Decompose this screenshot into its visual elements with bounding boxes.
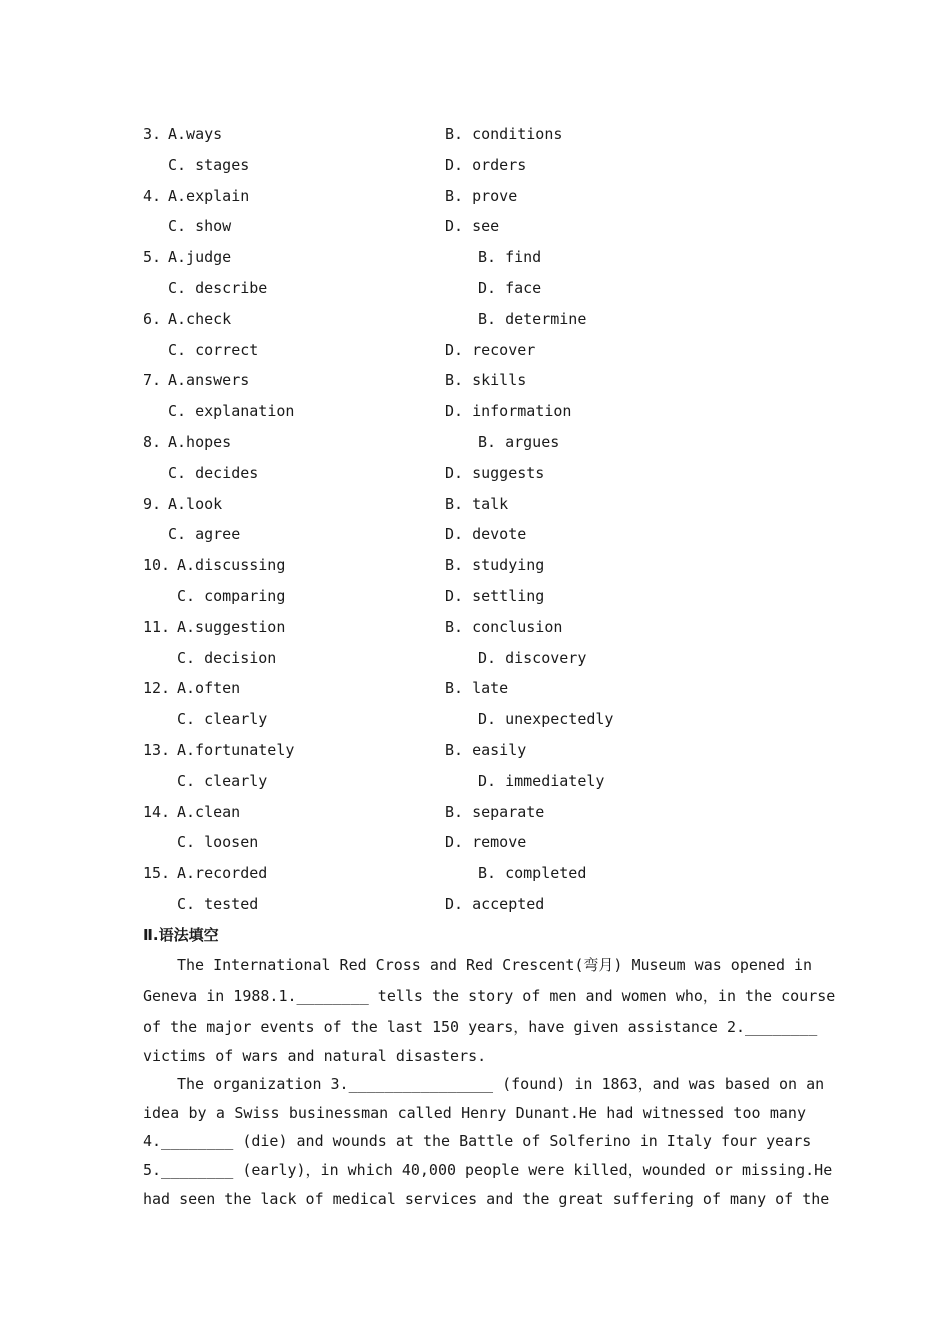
passage-line: 5.________ (early)，in which 40,000 people were killed，wounded or missing.He — [143, 1161, 833, 1179]
option-a: A.often — [177, 679, 241, 698]
option-c: C. tested — [177, 895, 259, 913]
passage-line: 4.________ (die) and wounds at the Battle of Solferino in Italy four years — [143, 1132, 812, 1150]
option-d: D. face — [478, 279, 542, 297]
question-number: 7. — [143, 371, 162, 390]
option-d: D. orders — [445, 155, 527, 174]
option-b: B. talk — [445, 494, 509, 513]
option-a: A.hopes — [168, 433, 232, 451]
passage-line: Geneva in 1988.1.________ tells the story of men and women who，in the course — [143, 987, 836, 1005]
option-a: A.suggestion — [177, 617, 286, 636]
question-number: 4. — [143, 186, 162, 205]
question-number: 8. — [143, 433, 162, 451]
question-number: 3. — [143, 125, 162, 143]
option-c: C. correct — [168, 340, 259, 359]
passage-line: of the major events of the last 150 years，have given assistance 2.________ — [143, 1018, 818, 1036]
question-number: 10. — [143, 556, 171, 575]
option-d: D. accepted — [445, 895, 545, 913]
passage-line: had seen the lack of medical services and the great suffering of many of the — [143, 1190, 830, 1208]
option-c: C. clearly — [177, 771, 268, 790]
option-a: A.clean — [177, 802, 241, 821]
question-number: 14. — [143, 802, 171, 821]
option-c: C. decides — [168, 463, 259, 482]
option-b: B. skills — [445, 371, 527, 390]
option-b: B. conclusion — [445, 617, 563, 636]
option-c: C. comparing — [177, 587, 286, 605]
option-c: C. decision — [177, 648, 277, 667]
option-a: A.ways — [168, 125, 223, 143]
question-number: 5. — [143, 248, 162, 267]
option-c: C. explanation — [168, 402, 295, 421]
option-a: A.look — [168, 494, 223, 513]
option-d: D. devote — [445, 525, 527, 544]
question-number: 11. — [143, 617, 171, 636]
question-number: 6. — [143, 309, 162, 328]
option-a: A.judge — [168, 248, 232, 267]
option-d: D. remove — [445, 833, 527, 852]
option-c: C. describe — [168, 279, 268, 297]
option-a: A.recorded — [177, 864, 268, 883]
option-b: B. find — [478, 248, 542, 267]
option-a: A.explain — [168, 186, 250, 205]
option-d: D. immediately — [478, 771, 605, 790]
option-d: D. information — [445, 402, 572, 421]
section-title: Ⅱ.语法填空 — [143, 926, 219, 944]
question-number: 12. — [143, 679, 171, 698]
option-b: B. separate — [445, 802, 545, 821]
option-a: A.discussing — [177, 556, 286, 575]
option-d: D. discovery — [478, 648, 587, 667]
option-b: B. prove — [445, 186, 518, 205]
option-b: B. completed — [478, 864, 587, 883]
option-d: D. unexpectedly — [478, 710, 614, 729]
option-a: A.fortunately — [177, 741, 295, 759]
option-c: C. clearly — [177, 710, 268, 729]
option-c: C. stages — [168, 155, 250, 174]
option-b: B. easily — [445, 741, 527, 759]
passage-line: victims of wars and natural disasters. — [143, 1047, 487, 1065]
option-c: C. loosen — [177, 833, 259, 852]
passage-line: idea by a Swiss businessman called Henry Dunant.He had witnessed too many — [143, 1104, 806, 1122]
option-c: C. show — [168, 217, 232, 236]
option-b: B. studying — [445, 556, 545, 575]
passage-line: The International Red Cross and Red Crescent(弯月) Museum was opened in — [177, 956, 813, 974]
option-b: B. late — [445, 679, 509, 698]
option-a: A.check — [168, 309, 232, 328]
question-number: 9. — [143, 494, 162, 513]
passage-line: The organization 3.________________ (found) in 1863，and was based on an — [177, 1075, 825, 1093]
option-a: A.answers — [168, 371, 250, 390]
question-number: 15. — [143, 864, 171, 883]
option-b: B. argues — [478, 433, 560, 451]
option-d: D. suggests — [445, 463, 545, 482]
option-d: D. settling — [445, 587, 545, 605]
option-c: C. agree — [168, 525, 241, 544]
question-number: 13. — [143, 741, 171, 759]
option-d: D. see — [445, 217, 500, 236]
option-d: D. recover — [445, 340, 536, 359]
option-b: B. determine — [478, 309, 587, 328]
option-b: B. conditions — [445, 125, 563, 143]
